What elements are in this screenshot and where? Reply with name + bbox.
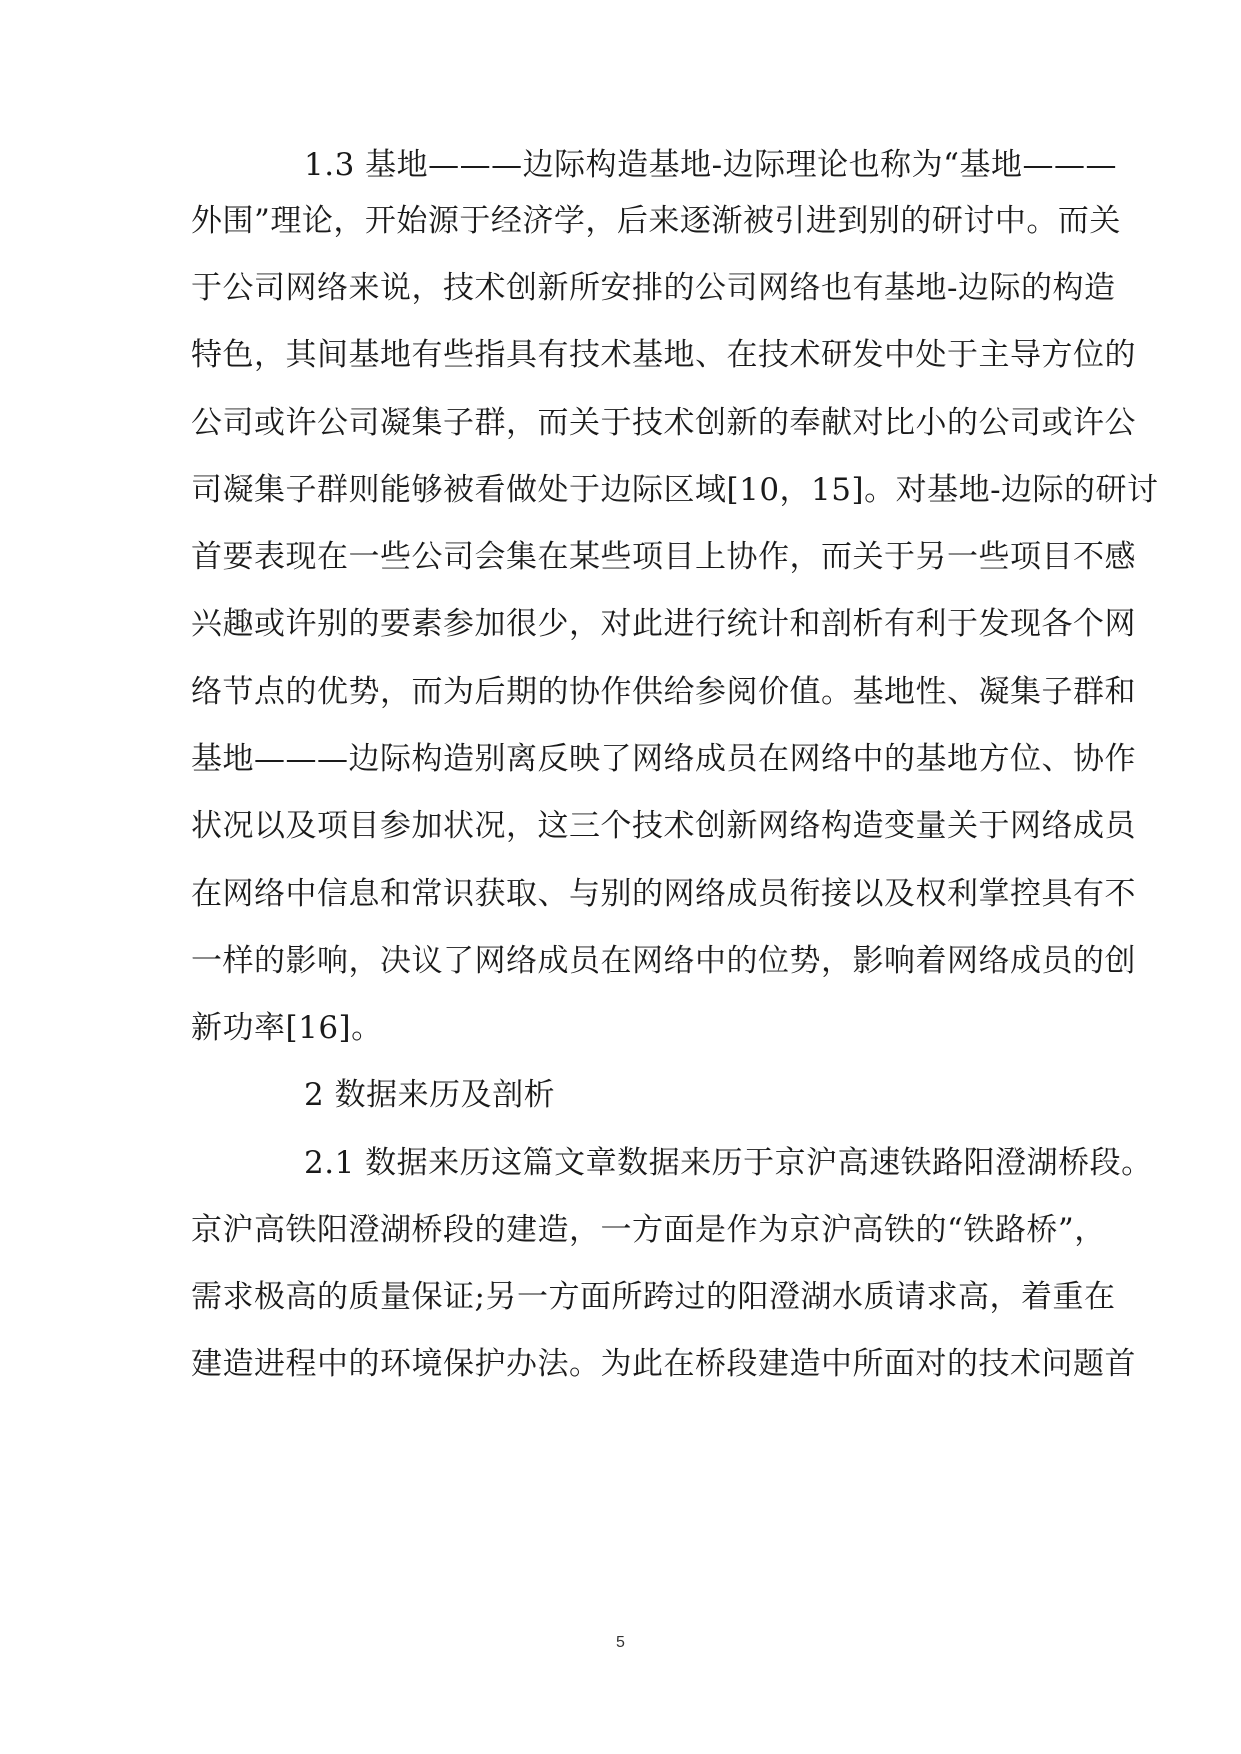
page-number: 5: [616, 1634, 625, 1651]
text-line: 络节点的优势，而为后期的协作供给参阅价值。基地性、凝集子群和: [191, 674, 1136, 710]
section-heading: 2 数据来历及剖析: [304, 1077, 556, 1113]
text-line: 司凝集子群则能够被看做处于边际区域[10，15]。对基地-边际的研讨: [191, 472, 1159, 508]
text-line: 京沪高铁阳澄湖桥段的建造，一方面是作为京沪高铁的“铁路桥”，: [191, 1212, 1106, 1248]
text-line: 于公司网络来说，技术创新所安排的公司网络也有基地-边际的构造: [191, 270, 1116, 306]
text-line: 特色，其间基地有些指具有技术基地、在技术研发中处于主导方位的: [191, 337, 1136, 373]
text-line: 外围”理论，开始源于经济学，后来逐渐被引进到别的研讨中。而关: [191, 203, 1121, 239]
text-line: 一样的影响，决议了网络成员在网络中的位势，影响着网络成员的创: [191, 943, 1136, 979]
text-line: 在网络中信息和常识获取、与别的网络成员衔接以及权利掌控具有不: [191, 876, 1136, 912]
text-line: 建造进程中的环境保护办法。为此在桥段建造中所面对的技术问题首: [191, 1346, 1136, 1382]
text-line: 新功率[16]。: [191, 1010, 383, 1046]
text-line: 需求极高的质量保证;另一方面所跨过的阳澄湖水质请求高，着重在: [191, 1279, 1116, 1315]
text-line: 公司或许公司凝集子群，而关于技术创新的奉献对比小的公司或许公: [191, 405, 1136, 441]
text-line: 状况以及项目参加状况，这三个技术创新网络构造变量关于网络成员: [191, 808, 1136, 844]
text-line: 兴趣或许别的要素参加很少，对此进行统计和剖析有利于发现各个网: [191, 606, 1136, 642]
text-line: 1.3 基地———边际构造基地-边际理论也称为“基地———: [304, 147, 1117, 183]
text-line: 首要表现在一些公司会集在某些项目上协作，而关于另一些项目不感: [191, 539, 1136, 575]
text-line: 2.1 数据来历这篇文章数据来历于京沪高速铁路阳澄湖桥段。: [304, 1145, 1153, 1181]
text-line: 基地———边际构造别离反映了网络成员在网络中的基地方位、协作: [191, 741, 1136, 777]
